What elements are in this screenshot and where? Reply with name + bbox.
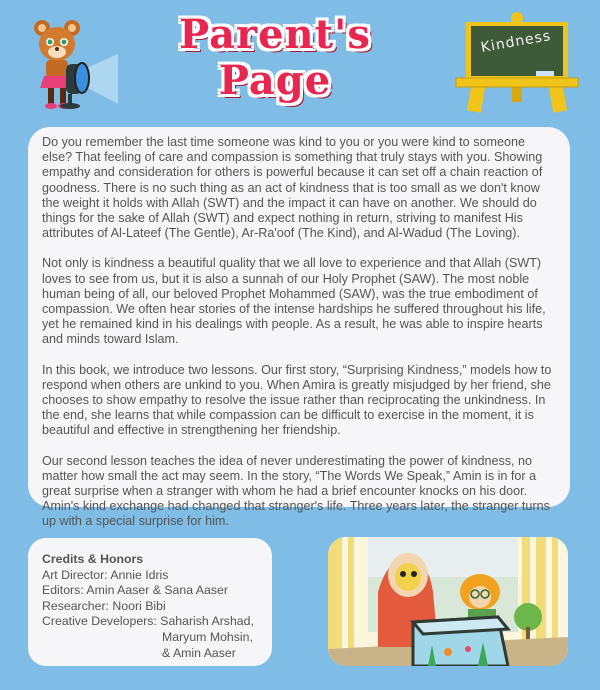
intro-paragraph: Not only is kindness a beautiful quality that we all love to experience and that Allah (SWT) loves to see from us, but it is also a sunnah of our Holy Prophet (SAW). The most noble human being of all, our beloved Prophet Mohammed (SAW), was the true embodiment of compassion. We often hear stories of the intense hardships he suffered throughout his life, yet he remained kind in his dealings with people. As a result, he was able to inspire hearts and minds toward Islam. bbox=[42, 256, 546, 347]
title-line-2: Page bbox=[218, 57, 332, 104]
story-illustration bbox=[328, 537, 568, 666]
credit-researcher: Researcher: Noori Bibi bbox=[42, 598, 166, 613]
credit-editors: Editors: Amin Aaser & Sana Aaser bbox=[42, 583, 228, 598]
intro-panel bbox=[28, 127, 570, 529]
page-title bbox=[160, 8, 390, 108]
intro-paragraph: Our second lesson teaches the idea of never underestimating the power of kindness, no matter how small the act may seem. In the story, “The Words We Speak,” Amin is in for a great surprise when a stranger with whom he had a brief encounter knocks on his door. Amin's kind exchange had changed that stranger's life. Three years later, the stranger turns up with a special surprise for him. bbox=[42, 453, 550, 529]
title-line-1: Parent's bbox=[179, 11, 371, 58]
kids-fish-tank-illustration bbox=[328, 537, 568, 666]
credit-continuation: & Amin Aaser bbox=[162, 645, 236, 660]
credits-panel bbox=[28, 538, 272, 666]
credit-art-director: Art Director: Annie Idris bbox=[42, 567, 169, 582]
page-header bbox=[0, 0, 600, 120]
credit-creative-developers: Creative Developers: Saharish Arshad, bbox=[42, 614, 254, 629]
chalkboard-easel-icon bbox=[452, 10, 582, 114]
credit-continuation: Maryum Mohsin, bbox=[162, 629, 253, 644]
credits-title: Credits & Honors bbox=[42, 552, 144, 566]
chalkboard-text: Kindness bbox=[479, 27, 553, 57]
intro-paragraph: In this book, we introduce two lessons. Our first story, “Surprising Kindness,” models how to respond when others are unkind to you. When Amira is greatly misjudged by her friend, she chooses to show empathy to resolve the issue rather than reciprocating the unkindness. In the end, she learns that while compassion can be difficult to exercise in the moment, it is beautiful and effective in strengthening her friendship. bbox=[42, 362, 552, 438]
intro-paragraph: Do you remember the last time someone was kind to you or you were kind to someone else? That feeling of care and compassion is something that truly stays with you. Showing empathy and consideration for others is powerful because it can set off a chain reaction of goodness. There is no such thing as an act of kindness that is too small as we don't know the weight it holds with Allah (SWT) and the impact it can have on another. We should do things for the sake of Allah (SWT) and expect nothing in return, striving to manifest His attributes of Al-Lateef (The Gentle), Ar-Ra'oof (The Kind), and Al-Wadud (The Loving). bbox=[42, 135, 543, 241]
bear-mascot-icon bbox=[28, 14, 118, 114]
